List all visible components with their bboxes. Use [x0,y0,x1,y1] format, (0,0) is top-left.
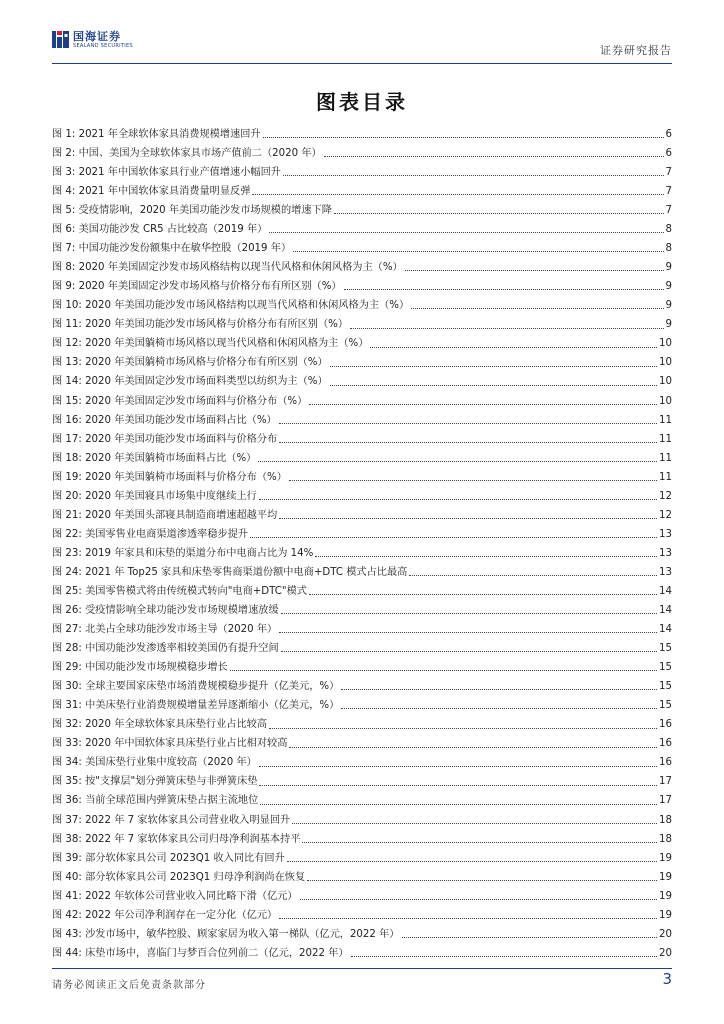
toc-entry-title [52,149,322,159]
toc-entry-title [52,397,307,407]
toc-entry-text: 2020 年美国功能沙发市场面料占比（%） [85,414,277,426]
toc-entry-title [52,263,403,273]
toc-entry-title [52,949,349,959]
toc-dot-leader [279,423,657,424]
toc-entry-label: 图 20: [52,490,82,502]
toc-entry-label: 图 39: [52,852,82,864]
toc-dot-leader [351,956,657,957]
toc-entry[interactable] [52,388,672,407]
toc-entry-label: 图 29: [52,662,82,674]
toc-entry-title [52,739,287,749]
toc-entry-title [52,758,257,768]
toc-entry-title [52,377,328,387]
toc-entry-title [52,816,290,826]
toc-entry-text: 全球主要国家床垫市场消费规模稳步提升（亿美元，%） [85,681,340,693]
toc-dot-leader [258,461,657,462]
toc-entry-text: 当前全球范围内弹簧床垫占据主流地位 [85,795,259,807]
toc-entry-title [52,168,281,178]
toc-entry-text: 2020 年全球软体家具床垫行业占比较高 [85,719,268,731]
toc-dot-leader [350,328,663,329]
toc-entry-label: 图 23: [52,547,82,559]
toc-entry-text: 2021 年中国软体家具行业产值增速小幅回升 [78,166,281,178]
toc-entry[interactable] [52,178,672,197]
toc-entry-label: 图 35: [52,776,82,788]
toc-entry[interactable] [52,159,672,178]
toc-dot-leader [341,708,657,709]
toc-entry[interactable] [52,235,672,254]
toc-entry-text: 2020 年美国躺椅市场面料与价格分布（%） [85,471,287,483]
toc-entry[interactable] [52,369,672,388]
toc-entry-text: 2020 年美国躺椅市场面料占比（%） [85,452,257,464]
toc-entry-label: 图 2: [52,147,76,159]
toc-entry-title [52,530,248,540]
toc-entry-page: 15 [659,681,672,693]
toc-entry-page: 9 [665,281,672,293]
toc-entry-text: 2020 年中国软体家具床垫行业占比相对较高 [85,738,288,750]
toc-entry-title [52,854,285,864]
page-number: 3 [662,970,672,988]
toc-dot-leader [252,194,663,195]
toc-entry-title [52,206,332,216]
toc-entry-text: 部分软体家具公司 2023Q1 收入同比有回升 [85,852,285,864]
toc-dot-leader [330,366,657,367]
toc-entry-page: 8 [665,243,672,255]
toc-entry-page: 17 [659,776,672,788]
toc-entry-page: 12 [659,490,672,502]
toc-entry-text: 中国、美国为全球软体家具市场产值前二（2020 年） [78,147,322,159]
toc-entry-text: 2020 年美国固定沙发市场风格结构以现当代风格和休闲风格为主（%） [78,262,403,274]
toc-entry[interactable] [52,769,672,788]
toc-entry-title [52,358,328,368]
toc-entry-label: 图 7: [52,243,76,255]
toc-entry-page: 7 [665,185,672,197]
toc-entry[interactable] [52,750,672,769]
toc-dot-leader [281,651,657,652]
toc-entry-label: 图 6: [52,224,76,236]
toc-entry-page: 11 [659,414,672,426]
toc-entry-text: 中美床垫行业消费规模增量差异逐渐缩小（亿美元，%） [85,700,340,712]
toc-entry[interactable] [52,616,672,635]
toc-entry-title [52,130,261,140]
toc-entry-text: 2022 年 7 家软体家具公司归母净利润基本持平 [85,833,301,845]
toc-entry-page: 10 [659,357,672,369]
toc-entry-title [52,625,277,635]
toc-dot-leader [289,747,657,748]
toc-dot-leader [259,766,657,767]
toc-entry-page: 13 [659,566,672,578]
toc-entry[interactable] [52,331,672,350]
toc-entry[interactable] [52,845,672,864]
toc-entry-page: 11 [659,471,672,483]
toc-entry-title [52,873,305,883]
toc-entry-text: 中国功能沙发市场规模稳步增长 [85,662,228,674]
toc-entry-text: 沙发市场中，敏华控股、顾家家居为收入第一梯队（亿元，2022 年） [85,928,400,940]
toc-entry-title [52,320,348,330]
toc-entry-title [52,682,339,692]
toc-entry-text: 2021 年全球软体家具消费规模增速回升 [78,128,261,140]
toc-entry-page: 18 [659,814,672,826]
toc-entry[interactable] [52,788,672,807]
toc-dot-leader [259,499,657,500]
toc-entry-title [52,930,400,940]
toc-dot-leader [330,385,657,386]
toc-entry-text: 2020 年美国功能沙发市场面料与价格分布 [85,433,278,445]
toc-entry[interactable] [52,521,672,540]
toc-dot-leader [334,213,664,214]
toc-entry-label: 图 9: [52,281,76,293]
toc-entry-title [52,568,407,578]
toc-entry-text: 2019 年家具和床垫的渠道分布中电商占比为 14% [85,547,314,559]
toc-dot-leader [302,842,657,843]
toc-entry-page: 8 [665,224,672,236]
toc-entry-label: 图 22: [52,528,82,540]
toc-entry-page: 19 [659,871,672,883]
toc-entry-text: 2021 年中国软体家具消费量明显反弹 [78,185,251,197]
toc-entry-page: 13 [659,547,672,559]
toc-entry-text: 2022 年 7 家软体家具公司营业收入明显回升 [85,814,291,826]
toc-entry-label: 图 4: [52,185,76,197]
toc-entry-label: 图 13: [52,357,82,369]
toc-dot-leader [279,442,657,443]
toc-entry[interactable] [52,464,672,483]
toc-entry-title [52,301,409,311]
toc-entry-title [52,720,267,730]
toc-entry-title [52,511,277,521]
toc-entry-page: 7 [665,166,672,178]
toc-dot-leader [309,594,657,595]
toc-entry[interactable] [52,216,672,235]
toc-entry-page: 18 [659,833,672,845]
toc-entry-text: 美国零售模式将由传统模式转向"电商+DTC"模式 [85,585,307,597]
toc-dot-leader [269,728,657,729]
toc-entry-title [52,492,257,502]
toc-dot-leader [230,670,657,671]
toc-entry-text: 2022 年公司净利润存在一定分化（亿元） [85,909,278,921]
page-header [52,28,672,62]
toc-dot-leader [300,899,657,900]
toc-entry[interactable] [52,197,672,216]
toc-entry-page: 15 [659,643,672,655]
toc-entry-page: 11 [659,452,672,464]
toc-entry-page: 10 [659,338,672,350]
toc-entry-text: 床垫市场中，喜临门与梦百合位列前二（亿元，2022 年） [85,947,349,959]
figure-table-of-contents [52,121,672,959]
toc-entry-label: 图 34: [52,757,82,769]
toc-entry-label: 图 37: [52,814,82,826]
toc-entry-text: 2020 年美国固定沙发市场风格与价格分布有所区别（%） [78,281,342,293]
toc-entry-title [52,663,228,673]
company-logo [52,30,133,49]
toc-entry-label: 图 15: [52,395,82,407]
toc-dot-leader [279,918,657,919]
toc-entry-label: 图 8: [52,262,76,274]
toc-entry-text: 部分软体家具公司 2023Q1 归母净利润尚在恢复 [85,871,306,883]
toc-entry-text: 美国床垫行业集中度较高（2020 年） [85,757,257,769]
toc-entry[interactable] [52,426,672,445]
toc-entry-text: 2020 年美国躺椅市场风格以现当代风格和休闲风格为主（%） [85,338,369,350]
toc-entry-page: 19 [659,890,672,902]
toc-entry[interactable] [52,940,672,959]
toc-entry-page: 15 [659,662,672,674]
toc-entry-page: 10 [659,376,672,388]
sealand-logo-icon [52,30,69,49]
toc-entry-label: 图 40: [52,871,82,883]
toc-entry-text: 中国功能沙发渗透率相较美国仍有提升空间 [85,643,279,655]
toc-dot-leader [263,137,664,138]
toc-entry-page: 7 [665,205,672,217]
toc-dot-leader [370,347,657,348]
toc-entry-page: 13 [659,528,672,540]
toc-entry[interactable] [52,540,672,559]
toc-entry-title [52,435,277,445]
toc-entry-label: 图 38: [52,833,82,845]
toc-entry-page: 14 [659,605,672,617]
toc-entry-title [52,796,258,806]
toc-entry-text: 2020 年美国固定沙发市场面料类型以纺织为主（%） [85,376,328,388]
toc-entry-label: 图 28: [52,643,82,655]
toc-entry[interactable] [52,350,672,369]
toc-entry-label: 图 5: [52,205,76,217]
toc-entry-title [52,244,291,254]
toc-dot-leader [315,556,657,557]
toc-entry-label: 图 3: [52,166,76,178]
toc-entry[interactable] [52,654,672,673]
toc-entry[interactable] [52,635,672,654]
toc-dot-leader [289,480,657,481]
toc-entry-title [52,701,339,711]
toc-entry-page: 16 [659,738,672,750]
toc-entry-page: 10 [659,395,672,407]
toc-entry-title [52,606,279,616]
toc-entry-page: 6 [665,147,672,159]
toc-entry-label: 图 30: [52,681,82,693]
toc-entry-text: 受疫情影响全球功能沙发市场规模增速放缓 [85,605,279,617]
header-divider [52,63,672,64]
toc-entry-title [52,644,279,654]
toc-entry-label: 图 19: [52,471,82,483]
toc-entry[interactable] [52,407,672,426]
toc-entry[interactable] [52,559,672,578]
toc-entry-page: 9 [665,300,672,312]
toc-entry-label: 图 36: [52,795,82,807]
toc-entry-label: 图 42: [52,909,82,921]
toc-entry-text: 2020 年美国功能沙发市场风格与价格分布有所区别（%） [85,319,349,331]
toc-entry-title [52,473,287,483]
toc-entry[interactable] [52,731,672,750]
toc-dot-leader [341,689,657,690]
toc-entry-label: 图 16: [52,414,82,426]
toc-dot-leader [292,823,657,824]
toc-entry-label: 图 32: [52,719,82,731]
page-title: 图表目录 [316,90,408,114]
toc-entry-label: 图 21: [52,509,82,521]
toc-entry-page: 9 [665,262,672,274]
toc-entry-page: 16 [659,719,672,731]
toc-dot-leader [259,785,657,786]
toc-dot-leader [293,251,663,252]
toc-entry[interactable] [52,597,672,616]
toc-entry-title [52,225,267,235]
toc-entry-label: 图 27: [52,624,82,636]
toc-entry[interactable] [52,311,672,330]
footer-divider [52,968,672,969]
toc-entry-page: 14 [659,624,672,636]
toc-dot-leader [405,270,664,271]
toc-dot-leader [260,804,657,805]
toc-entry-label: 图 24: [52,566,82,578]
toc-entry-text: 2022 年软体公司营业收入同比略下滑（亿元） [85,890,298,902]
toc-entry-label: 图 31: [52,700,82,712]
report-type-label: 证券研究报告 [600,44,672,57]
toc-entry-page: 20 [659,947,672,959]
toc-entry-page: 15 [659,700,672,712]
toc-entry-title [52,416,277,426]
toc-entry-label: 图 14: [52,376,82,388]
toc-entry-text: 2020 年美国头部寝具制造商增速超越平均 [85,509,278,521]
toc-entry-text: 2020 年美国功能沙发市场风格结构以现当代风格和休闲风格为主（%） [85,300,410,312]
toc-entry-text: 美国零售业电商渠道渗透率稳步提升 [85,528,249,540]
toc-entry-text: 2020 年美国固定沙发市场面料与价格分布（%） [85,395,308,407]
toc-entry[interactable] [52,921,672,940]
toc-entry-title [52,282,342,292]
toc-entry[interactable] [52,807,672,826]
toc-dot-leader [411,308,663,309]
toc-entry-title [52,549,313,559]
toc-entry[interactable] [52,864,672,883]
toc-dot-leader [269,232,663,233]
toc-entry-page: 9 [665,319,672,331]
toc-dot-leader [409,575,657,576]
toc-entry[interactable] [52,692,672,711]
toc-entry-page: 11 [659,433,672,445]
toc-entry-label: 图 44: [52,947,82,959]
toc-dot-leader [287,861,657,862]
toc-entry-label: 图 11: [52,319,82,331]
toc-entry[interactable] [52,883,672,902]
toc-entry[interactable] [52,140,672,159]
toc-entry-label: 图 10: [52,300,82,312]
toc-entry-page: 19 [659,852,672,864]
toc-dot-leader [281,613,657,614]
toc-entry[interactable] [52,578,672,597]
toc-entry[interactable] [52,902,672,921]
toc-entry[interactable] [52,292,672,311]
toc-entry[interactable] [52,483,672,502]
toc-dot-leader [307,880,657,881]
toc-entry-title [52,835,300,845]
toc-entry-page: 19 [659,909,672,921]
toc-entry-title [52,187,250,197]
toc-entry-text: 2021 年 Top25 家具和床垫零售商渠道份额中电商+DTC 模式占比最高 [85,566,408,578]
toc-entry-label: 图 12: [52,338,82,350]
toc-entry-label: 图 25: [52,585,82,597]
toc-entry-text: 北美占全球功能沙发市场主导（2020 年） [85,624,278,636]
toc-entry-label: 图 41: [52,890,82,902]
toc-entry-page: 20 [659,928,672,940]
toc-entry[interactable] [52,826,672,845]
toc-entry-page: 17 [659,795,672,807]
toc-entry-text: 2020 年美国躺椅市场风格与价格分布有所区别（%） [85,357,328,369]
toc-entry-label: 图 43: [52,928,82,940]
toc-dot-leader [344,289,664,290]
toc-entry-title [52,892,298,902]
toc-entry-page: 16 [659,757,672,769]
toc-dot-leader [279,518,657,519]
toc-entry-page: 6 [665,128,672,140]
toc-entry-text: 美国功能沙发 CR5 占比较高（2019 年） [78,224,268,236]
toc-entry-text: 中国功能沙发份额集中在敏华控股（2019 年） [78,243,292,255]
footer-disclaimer: 请务必阅读正文后免责条款部分 [52,980,206,991]
toc-dot-leader [250,537,657,538]
toc-entry-page: 12 [659,509,672,521]
toc-entry[interactable] [52,673,672,692]
toc-entry-title [52,454,256,464]
toc-entry-text: 2020 年美国寝具市场集中度继续上行 [85,490,257,502]
logo-chinese-name: 国海证券 [73,29,121,43]
toc-entry-label: 图 17: [52,433,82,445]
logo-english-name: SEALAND SECURITIES [73,42,133,49]
toc-dot-leader [402,937,658,938]
toc-entry-title [52,339,368,349]
toc-entry[interactable] [52,445,672,464]
toc-dot-leader [309,404,657,405]
toc-dot-leader [283,175,664,176]
toc-entry-page: 14 [659,585,672,597]
toc-entry-text: 受疫情影响，2020 年美国功能沙发市场规模的增速下降 [78,205,332,217]
toc-entry[interactable] [52,254,672,273]
toc-entry-label: 图 1: [52,128,76,140]
toc-entry-label: 图 26: [52,605,82,617]
toc-entry[interactable] [52,273,672,292]
toc-entry-text: 按"支撑层"划分弹簧床垫与非弹簧床垫 [85,776,258,788]
toc-entry-title [52,777,257,787]
toc-entry[interactable] [52,711,672,730]
toc-entry-title [52,587,307,597]
toc-entry[interactable] [52,121,672,140]
toc-entry-label: 图 33: [52,738,82,750]
toc-entry[interactable] [52,502,672,521]
toc-entry-title [52,911,277,921]
toc-dot-leader [279,632,657,633]
toc-entry-label: 图 18: [52,452,82,464]
toc-dot-leader [324,156,664,157]
